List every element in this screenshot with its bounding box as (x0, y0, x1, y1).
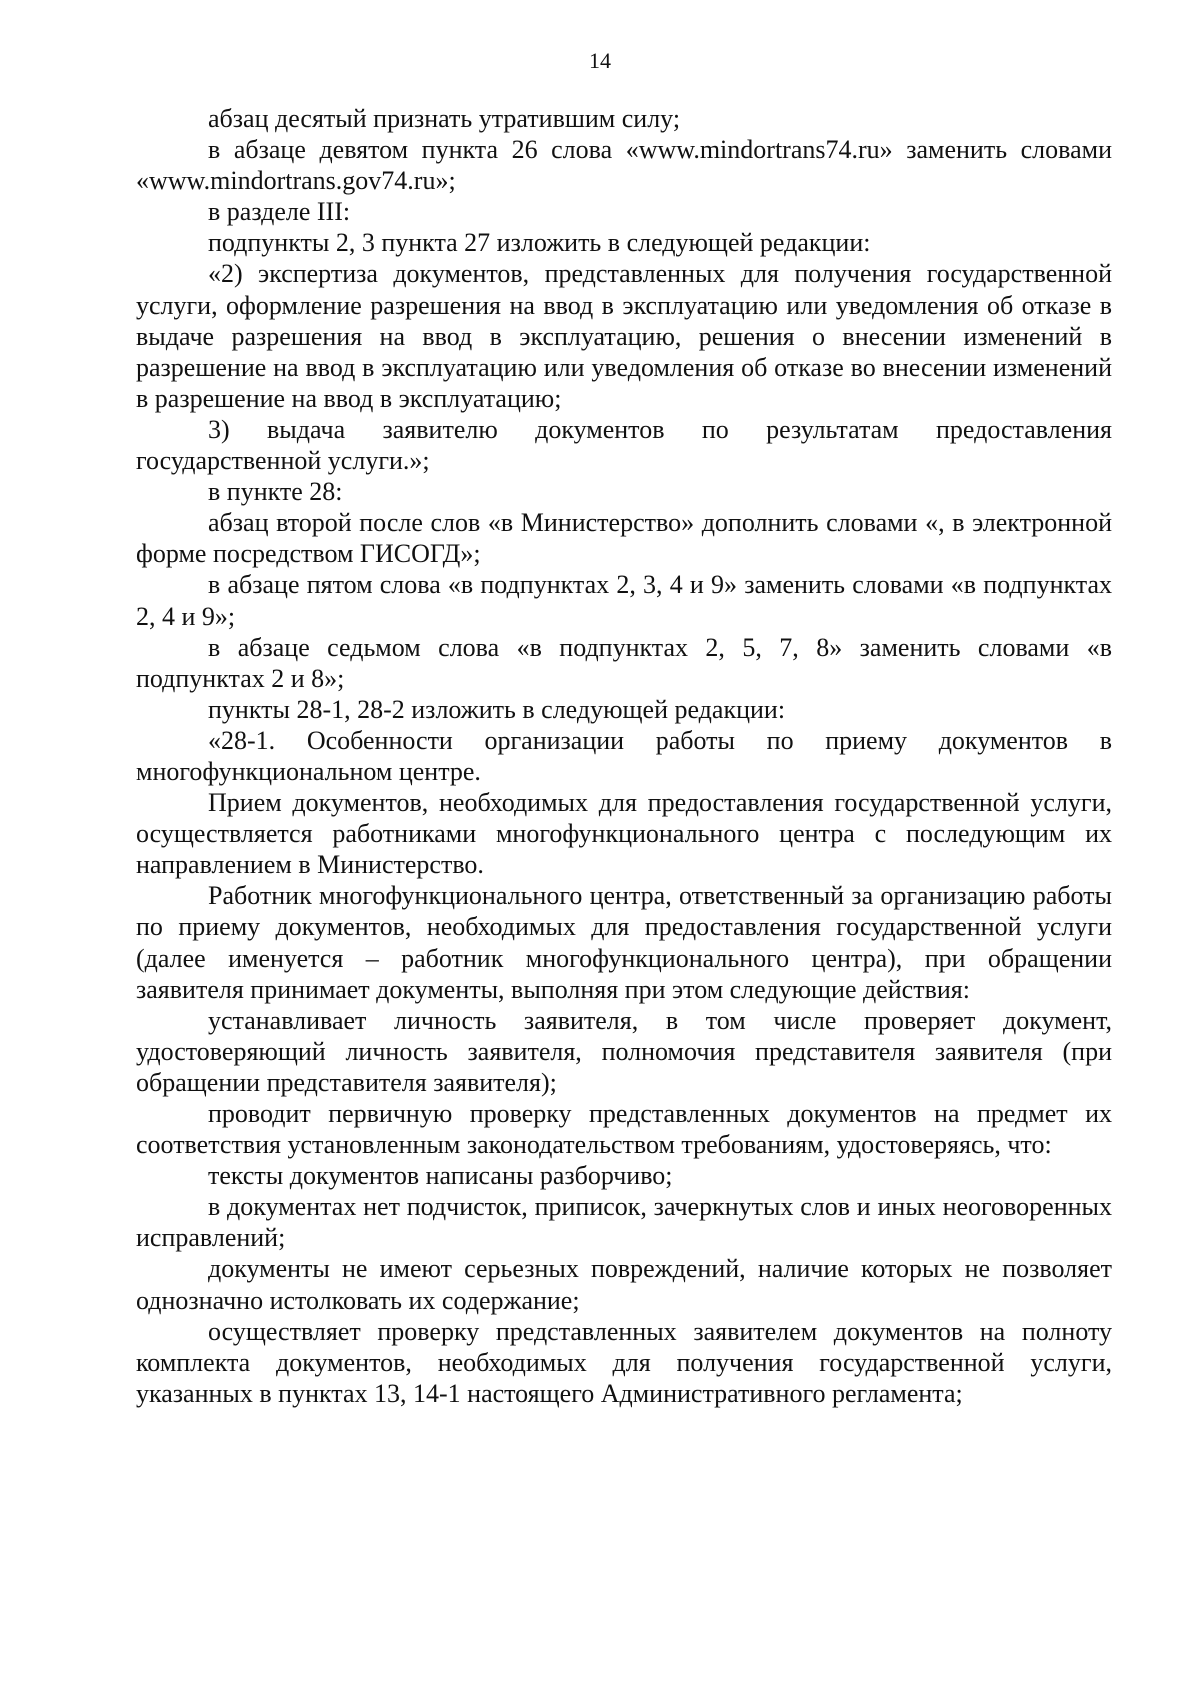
paragraph: в абзаце пятом слова «в подпунктах 2, 3, 4 и 9» заменить словами «в подпунктах 2, 4 и 9»; (136, 570, 1112, 631)
paragraph: «28-1. Особенности организации работы по приему документов в многофункциональном центре. (136, 725, 1112, 786)
paragraph: «2) экспертиза документов, представленных для получения государственной услуги, оформление разрешения на ввод в эксплуатацию или уведомления об отказе в выдаче разрешения на ввод в эксплуатацию, решения о внесении изменений в разрешение на ввод в эксплуатацию или уведомления об отказе во внесении изменений в разрешение на ввод в эксплуатацию; (136, 259, 1112, 413)
paragraph: в разделе III: (208, 197, 351, 227)
document-body (136, 103, 1112, 1409)
paragraph: осуществляет проверку представленных заявителем документов на полноту комплекта документов, необходимых для получения государственной услуги, указанных в пунктах 13, 14-1 настоящего Административного регламента; (136, 1316, 1112, 1408)
paragraph: абзац десятый признать утратившим силу; (208, 104, 681, 133)
paragraph: в абзаце девятом пункта 26 слова «www.mindortrans74.ru» заменить словами «www.mindortrans.gov74.ru»; (136, 135, 1112, 196)
paragraph: в абзаце седьмом слова «в подпунктах 2, 5, 7, 8» заменить словами «в подпунктах 2 и 8»; (136, 632, 1112, 693)
paragraph: Работник многофункционального центра, ответственный за организацию работы по приему документов, необходимых для предоставления государственной услуги (далее именуется – работник многофункционального центра), при обращении заявителя принимает документы, выполняя при этом следующие действия: (136, 881, 1112, 1004)
paragraph: проводит первичную проверку представленных документов на предмет их соответствия установленным законодательством требованиям, удостоверяясь, что: (136, 1099, 1112, 1160)
paragraph: документы не имеют серьезных повреждений, наличие которых не позволяет однозначно истолковать их содержание; (136, 1254, 1112, 1315)
paragraph: абзац второй после слов «в Министерство» дополнить словами «, в электронной форме посредством ГИСОГД»; (136, 508, 1112, 569)
paragraph: Прием документов, необходимых для предоставления государственной услуги, осуществляется работниками многофункционального центра с последующим их направлением в Министерство. (136, 788, 1112, 880)
paragraph: устанавливает личность заявителя, в том числе проверяет документ, удостоверяющий личность заявителя, полномочия представителя заявителя (при обращении представителя заявителя); (136, 1005, 1112, 1097)
paragraph: 3) выдача заявителю документов по результатам предоставления государственной услуги.»; (136, 414, 1112, 476)
paragraph: пункты 28-1, 28-2 изложить в следующей редакции: (208, 694, 786, 724)
page-number: 14 (589, 48, 611, 73)
paragraph: тексты документов написаны разборчиво; (208, 1161, 673, 1191)
paragraph: в документах нет подчисток, приписок, зачеркнутых слов и иных неоговоренных исправлений; (136, 1192, 1112, 1253)
paragraph: в пункте 28: (208, 477, 343, 507)
paragraph: подпункты 2, 3 пункта 27 изложить в следующей редакции: (208, 228, 871, 258)
